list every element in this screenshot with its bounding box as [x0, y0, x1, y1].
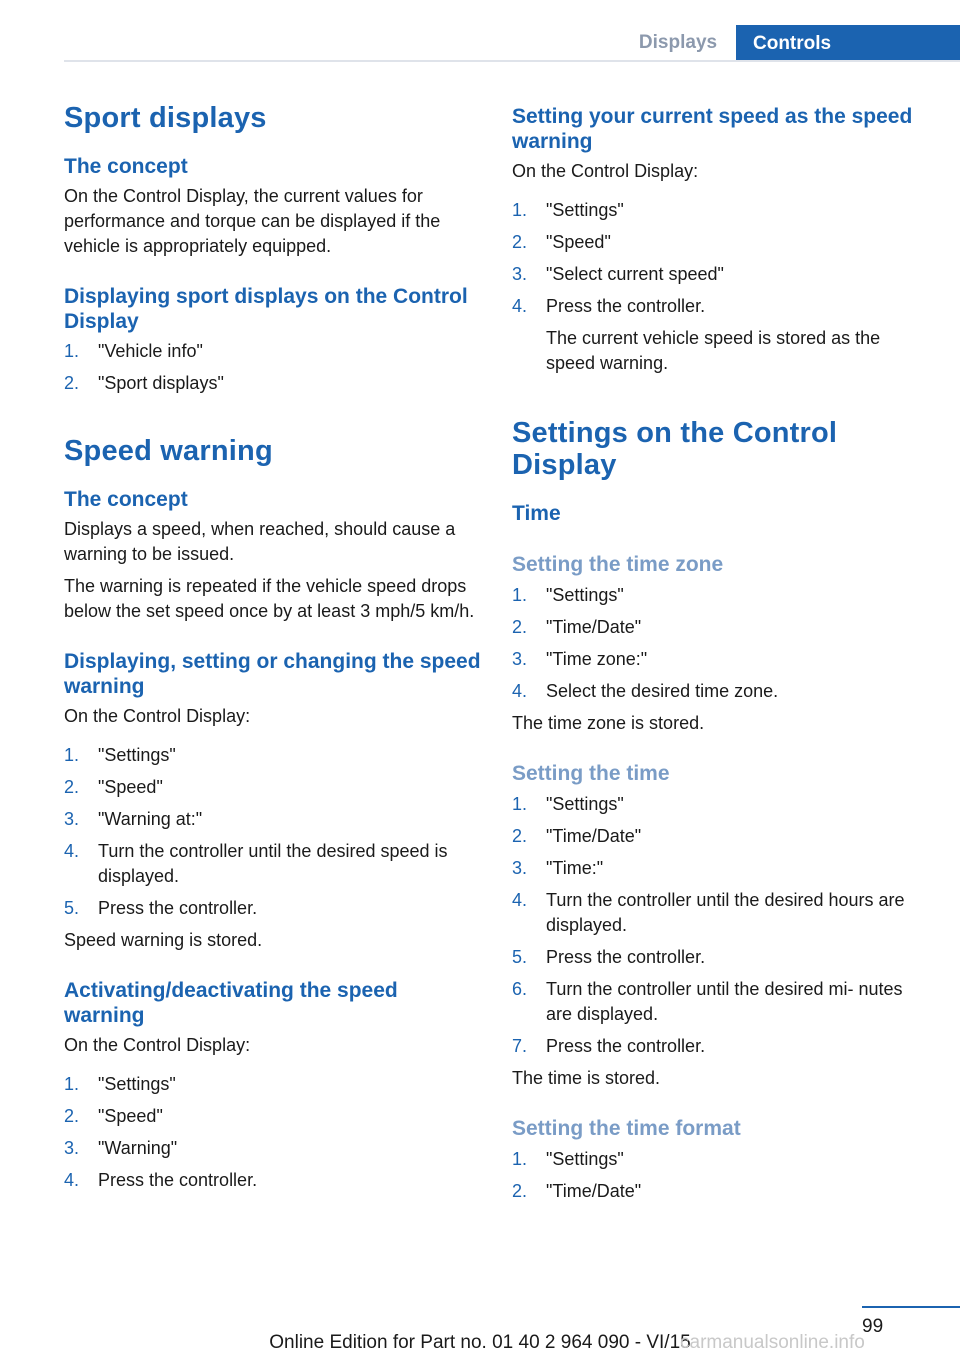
- header-chapter-tab: Controls: [736, 25, 960, 62]
- activate-speed-heading: Activating/deactivating the speed warning: [64, 979, 398, 1027]
- concept-heading: The concept: [64, 155, 188, 178]
- concept-text-2a: Displays a speed, when reached, should cause a warning to be issued.: [64, 519, 456, 564]
- list-item: 4. Select the desired time zone.: [512, 681, 779, 701]
- list-item: 1. "Settings": [64, 745, 176, 765]
- st-result: The time is stored.: [512, 1068, 661, 1088]
- list-item: 4. Press the controller.: [64, 1170, 258, 1190]
- tz-steps-list: [512, 583, 928, 704]
- footer-divider: [862, 1306, 960, 1308]
- list-item: 4. Press the controller.: [512, 296, 706, 316]
- current-speed-heading: Setting your current speed as the speed warning: [512, 105, 913, 153]
- list-item: 3. "Time:": [512, 858, 604, 878]
- list-item: 1. "Settings": [512, 200, 624, 220]
- list-item: 1. "Settings": [512, 794, 624, 814]
- list-item: 7. Press the controller.: [512, 1036, 706, 1056]
- cur-steps-list: [512, 198, 928, 319]
- list-item: 3. "Time zone:": [512, 649, 648, 669]
- st-steps-list: [512, 792, 928, 1059]
- list-item: 4. Turn the controller until the desired speed is displayed.: [64, 841, 448, 886]
- list-item: 2. "Time/Date": [512, 617, 642, 637]
- set-steps-list: [64, 743, 482, 921]
- set-intro: On the Control Display:: [64, 706, 251, 726]
- list-item: 1. "Settings": [64, 1074, 176, 1094]
- list-item: 1. "Settings": [512, 1149, 624, 1169]
- watermark: carmanualsonline.info: [680, 1332, 865, 1353]
- list-item: 4. Turn the controller until the desired hours are displayed.: [512, 890, 905, 935]
- tz-result: The time zone is stored.: [512, 713, 705, 733]
- header-divider: [64, 60, 960, 62]
- displaying-sport-heading: Displaying sport displays on the Control Display: [64, 285, 468, 333]
- list-item: 2. "Time/Date": [512, 1181, 642, 1201]
- set-time-heading: Setting the time: [512, 762, 670, 785]
- time-heading: Time: [512, 502, 561, 525]
- concept-text-2b: The warning is repeated if the vehicle speed drops below the set speed once by at least 3 mph/5 km/h.: [64, 576, 475, 621]
- time-format-heading: Setting the time format: [512, 1117, 741, 1140]
- concept-text: On the Control Display, the current values for performance and torque can be displayed if the vehicle is appropriately equipped.: [64, 186, 441, 256]
- time-zone-heading: Setting the time zone: [512, 553, 724, 576]
- list-item: 2. "Sport displays": [64, 373, 224, 393]
- set-result: Speed warning is stored.: [64, 930, 263, 950]
- settings-control-display-heading: Settings on the Control Display: [512, 417, 838, 481]
- list-item: 2. "Speed": [64, 777, 163, 797]
- cur-intro: On the Control Display:: [512, 161, 699, 181]
- list-item: 2. "Time/Date": [512, 826, 642, 846]
- act-intro: On the Control Display:: [64, 1035, 251, 1055]
- act-steps-list: [64, 1072, 482, 1193]
- sport-steps-list: [64, 339, 482, 396]
- list-item: 3. "Select current speed": [512, 264, 724, 284]
- list-item: 2. "Speed": [64, 1106, 163, 1126]
- list-item: 5. Press the controller.: [512, 947, 706, 967]
- page-number: 99: [862, 1316, 884, 1337]
- concept-heading-2: The concept: [64, 488, 188, 511]
- tf-steps-list: [512, 1147, 928, 1204]
- list-item: 2. "Speed": [512, 232, 611, 252]
- list-item: 1. "Vehicle info": [64, 341, 203, 361]
- left-column: [64, 96, 482, 1200]
- right-column: [512, 96, 928, 1211]
- sport-displays-heading: Sport displays: [64, 102, 267, 134]
- cur-note: The current vehicle speed is stored as the speed warning.: [546, 328, 881, 373]
- list-item: 3. "Warning": [64, 1138, 178, 1158]
- speed-warning-heading: Speed warning: [64, 435, 273, 467]
- list-item: 1. "Settings": [512, 585, 624, 605]
- edition-note: Online Edition for Part no. 01 40 2 964 090 - VI/15: [269, 1332, 691, 1353]
- set-speed-heading: Displaying, setting or changing the speed warning: [64, 650, 481, 698]
- list-item: 3. "Warning at:": [64, 809, 203, 829]
- list-item: 6. Turn the controller until the desired mi‐ nutes are displayed.: [512, 979, 903, 1024]
- list-item: 5. Press the controller.: [64, 898, 258, 918]
- header-section-tab: Displays: [638, 32, 718, 53]
